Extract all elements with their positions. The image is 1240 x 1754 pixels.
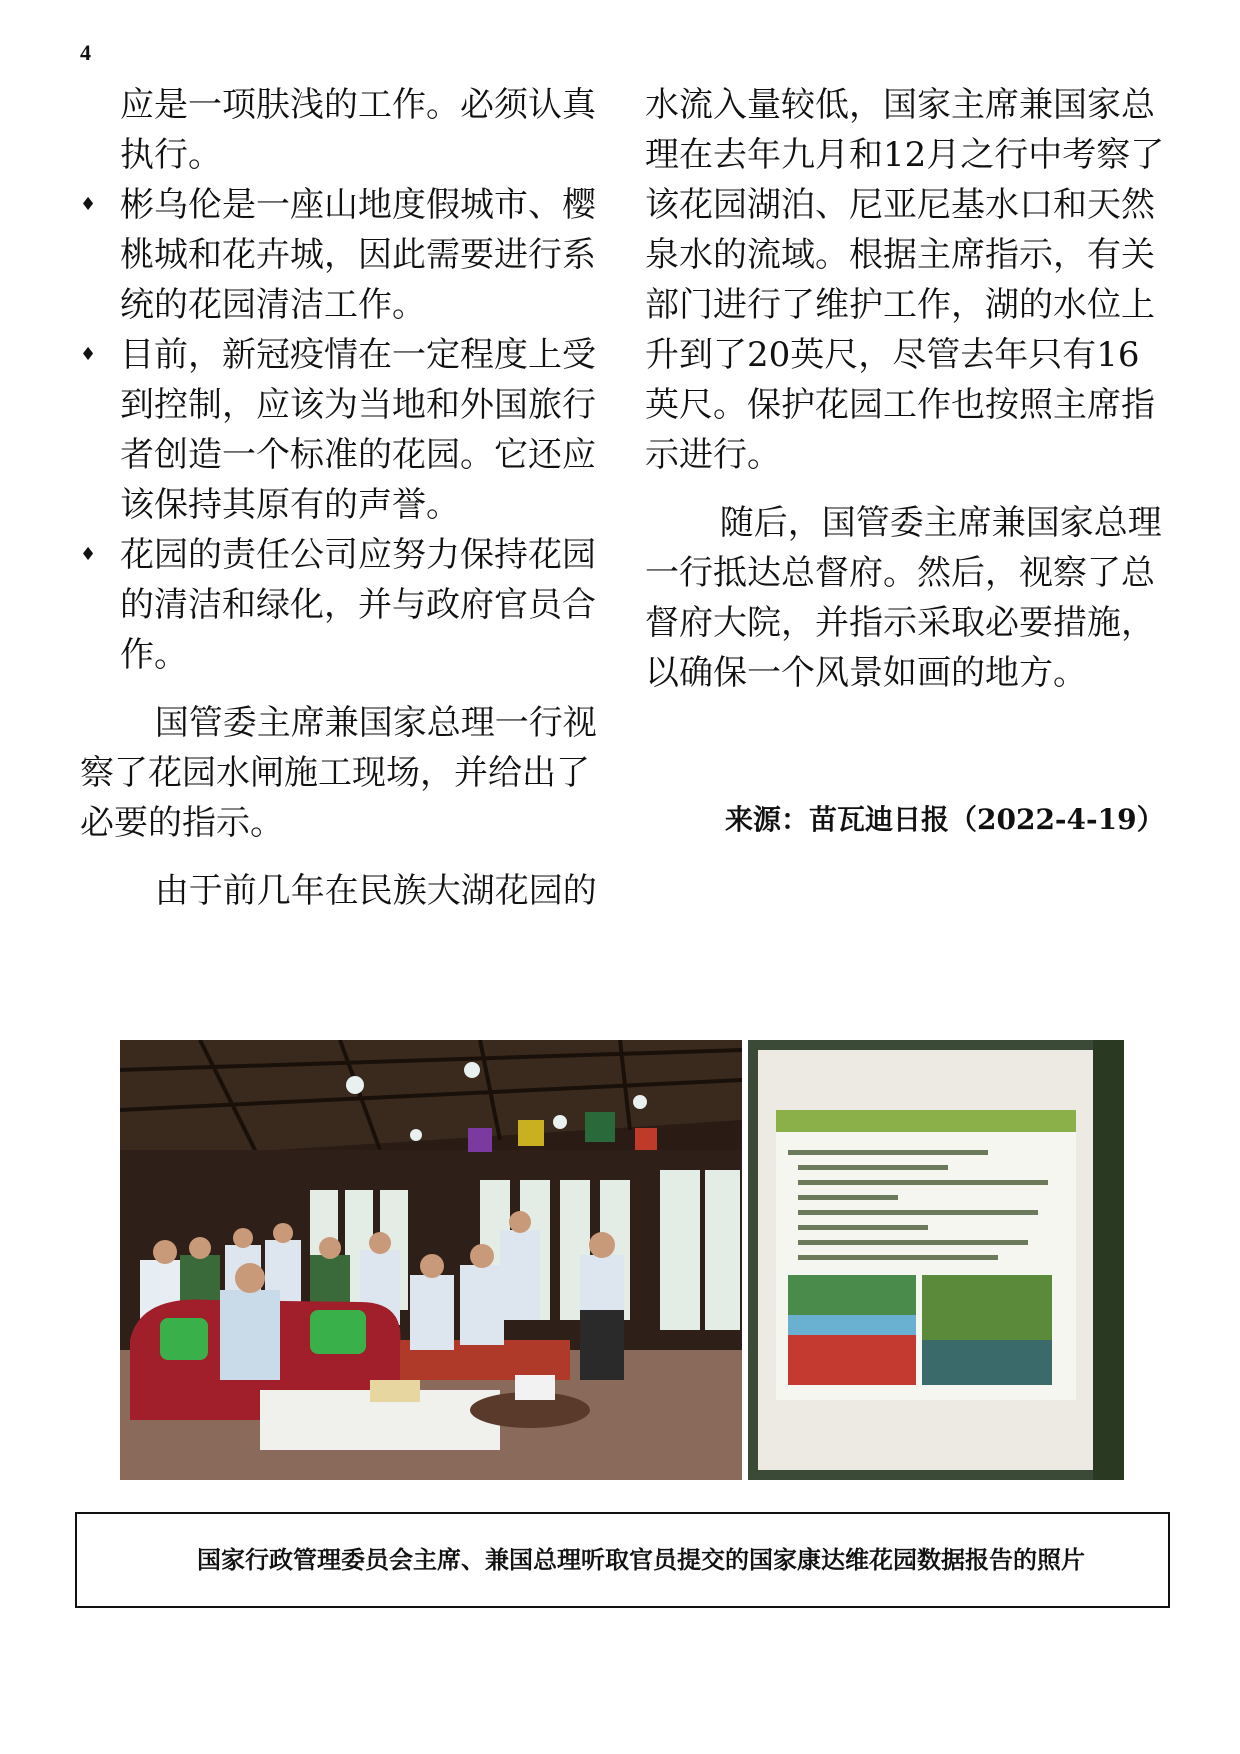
photo-caption-box — [75, 1512, 1170, 1608]
meeting-room-photo — [120, 1040, 742, 1480]
presentation-screen-photo-graphic — [748, 1040, 1124, 1480]
photo-caption: 国家行政管理委员会主席、兼国总理听取官员提交的国家康达维花园数据报告的照片 — [197, 1545, 1085, 1574]
bullet-text: 花园的责任公司应努力保持花园的清洁和绿化，并与政府官员合作。 — [120, 535, 596, 675]
bullet-item — [80, 330, 605, 530]
diamond-bullet-icon: ♦ — [80, 544, 97, 565]
diamond-bullet-icon: ♦ — [80, 344, 97, 365]
paragraph-continuation: 应是一项肤浅的工作。必须认真执行。 — [120, 85, 596, 175]
meeting-room-photo-graphic — [120, 1040, 742, 1480]
paragraph: 由于前几年在民族大湖花园的 — [154, 871, 597, 911]
diamond-bullet-icon: ♦ — [80, 194, 97, 215]
bullet-list — [80, 180, 605, 680]
bullet-text: 目前，新冠疫情在一定程度上受到控制，应该为当地和外国旅行者创造一个标准的花园。它还应该保持其原有的声誉。 — [120, 335, 596, 525]
left-column — [80, 80, 605, 916]
paragraph: 随后，国管委主席兼国家总理一行抵达总督府。然后，视察了总督府大院，并指示采取必要措施，以确保一个风景如画的地方。 — [645, 503, 1162, 693]
bullet-text: 彬乌伦是一座山地度假城市、樱桃城和花卉城，因此需要进行系统的花园清洁工作。 — [120, 185, 596, 325]
bullet-item — [80, 530, 605, 680]
paragraph: 国管委主席兼国家总理一行视察了花园水闸施工现场，并给出了必要的指示。 — [80, 703, 597, 843]
bullet-item — [80, 180, 605, 330]
right-column — [645, 80, 1170, 698]
page-number: 4 — [80, 40, 91, 65]
presentation-screen-photo — [748, 1040, 1124, 1480]
paragraph-continuation: 水流入量较低，国家主席兼国家总理在去年九月和12月之行中考察了该花园湖泊、尼亚尼基水口和天然泉水的流域。根据主席指示，有关部门进行了维护工作，湖的水位上升到了20英尺，尽管去年只有16英尺。保护花园工作也按照主席指示进行。 — [645, 85, 1165, 475]
source-citation: 来源：苗瓦迪日报（2022-4-19） — [725, 803, 1165, 836]
